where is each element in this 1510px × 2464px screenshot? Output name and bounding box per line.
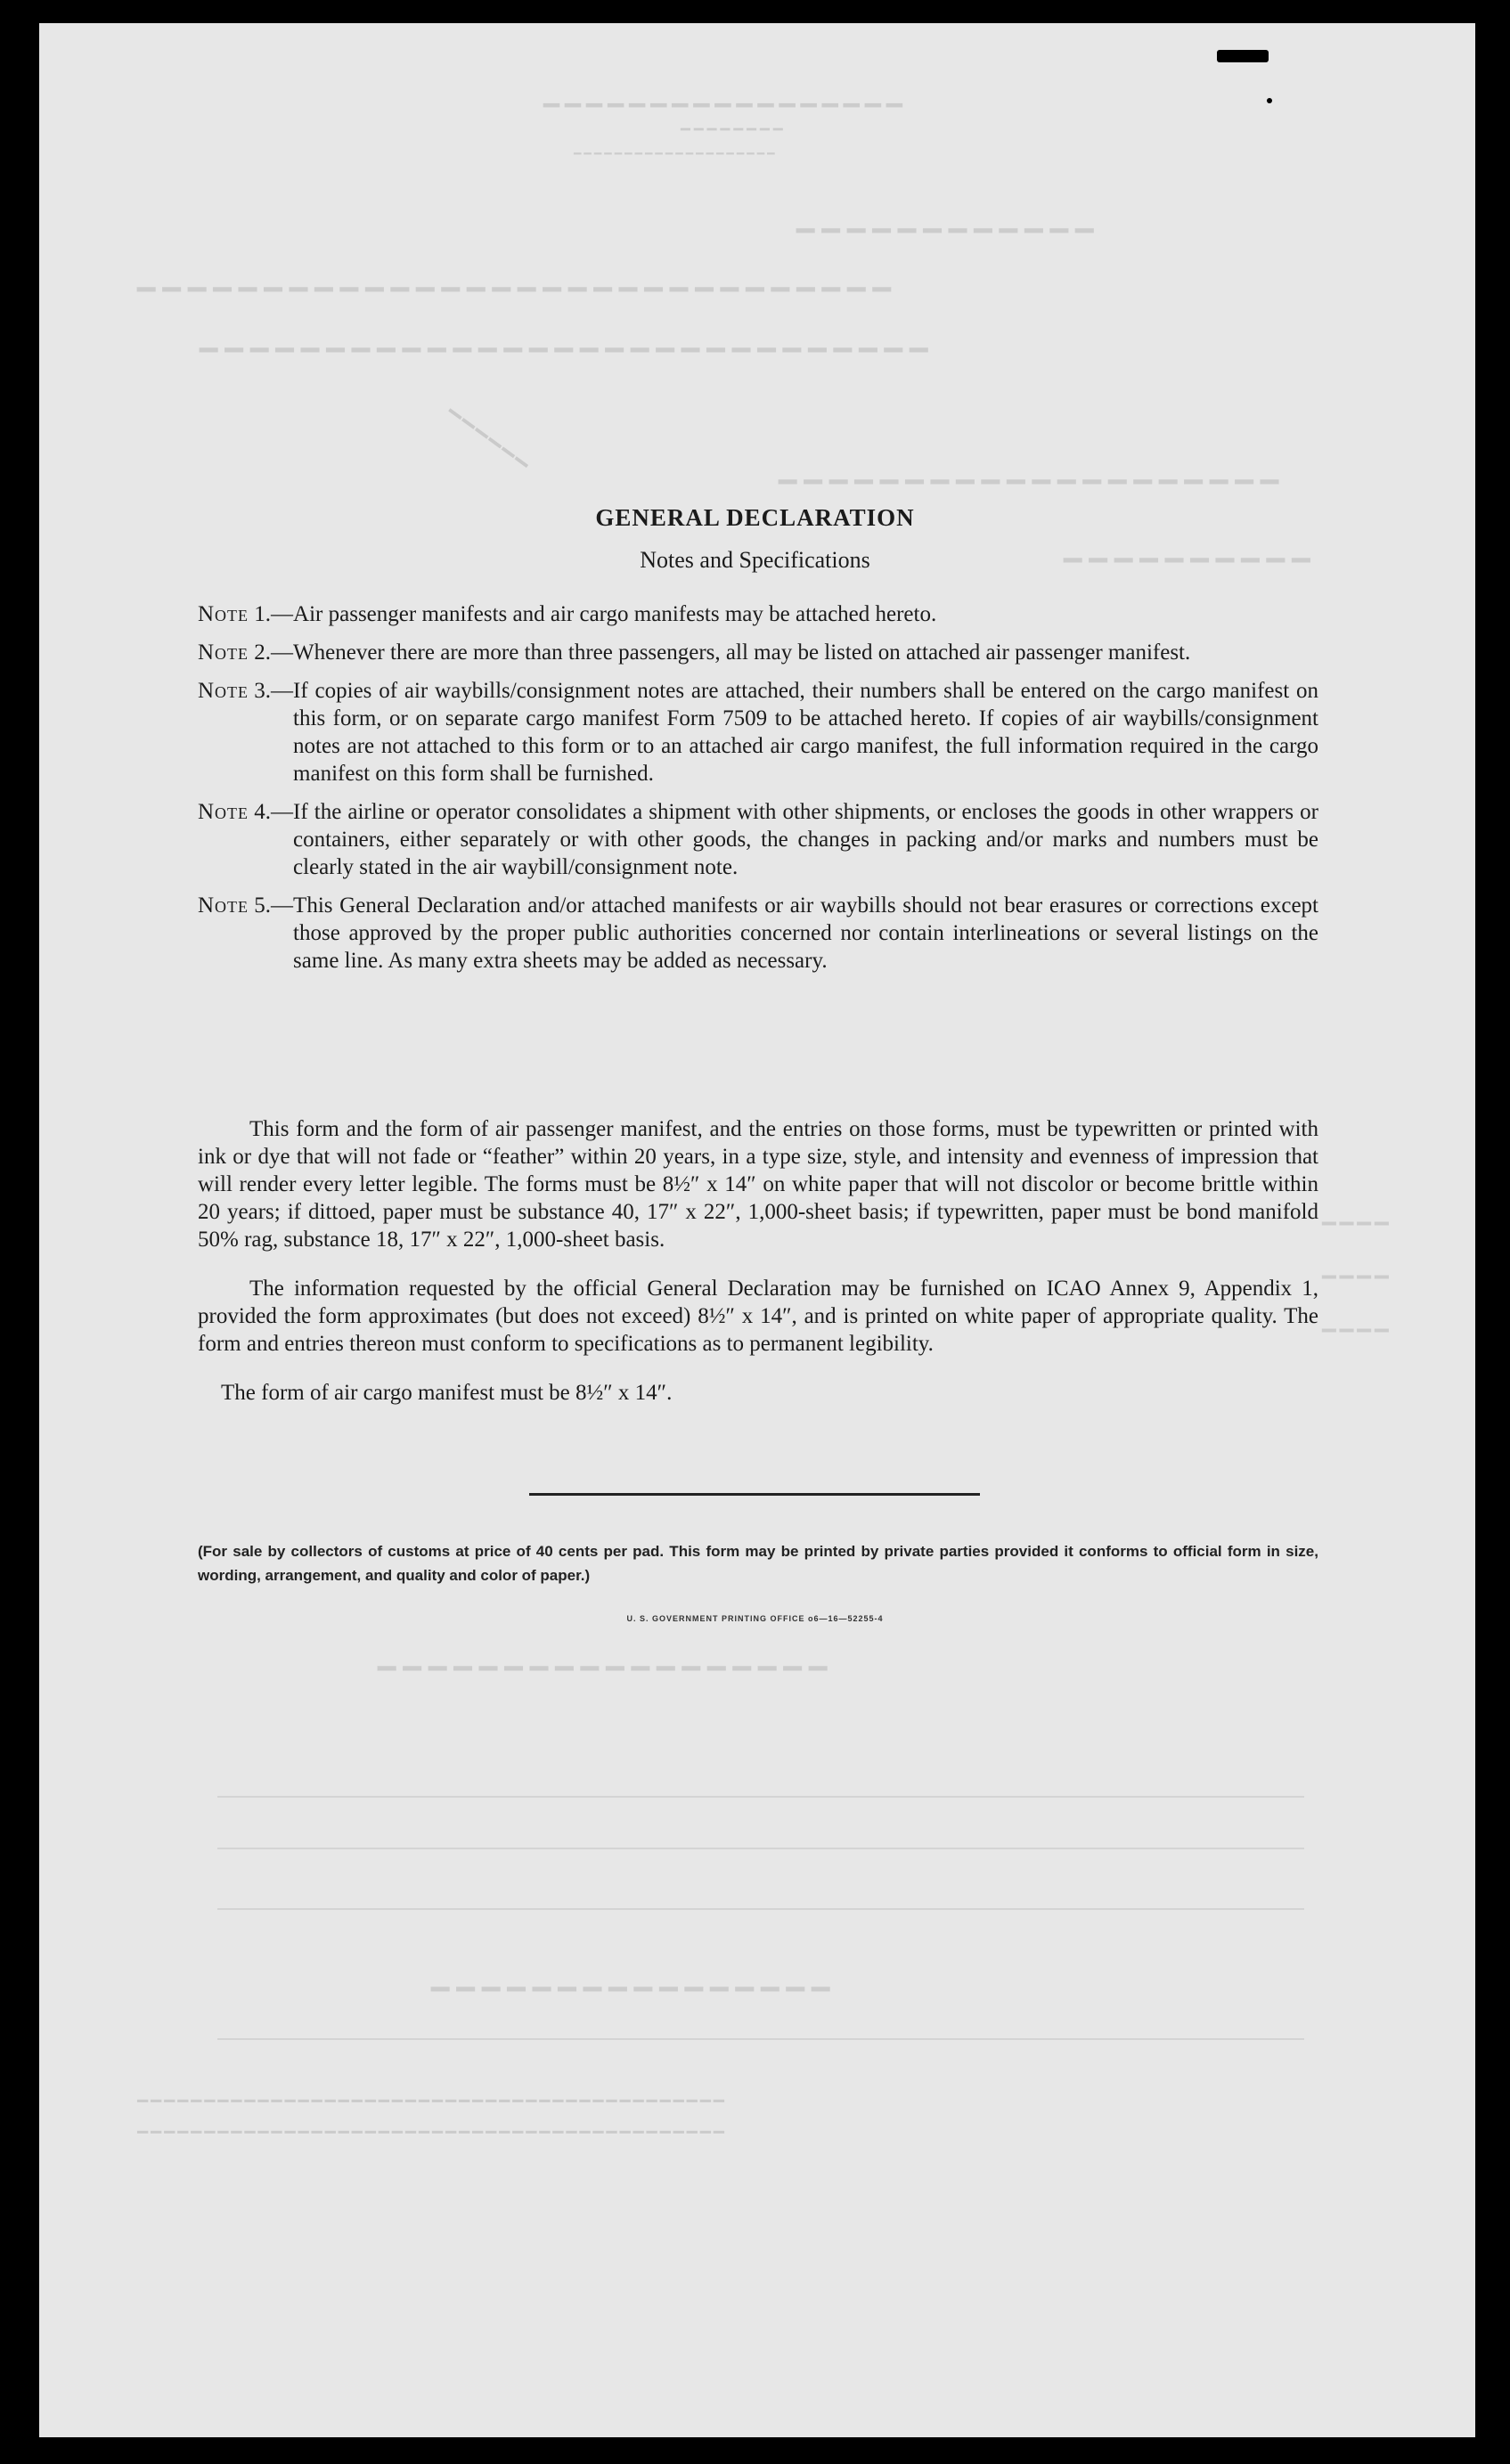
- punched-hole-mark: [1217, 50, 1269, 62]
- note-1: [198, 600, 1318, 628]
- bleed-through-line-1: ▁▁▁▁▁▁▁▁▁▁▁▁: [796, 201, 1101, 235]
- note-text: Air passenger manifests and air cargo manifests may be attached hereto.: [293, 602, 937, 626]
- bleed-through-bottom-2: ▁▁▁▁▁▁▁▁▁▁▁▁▁▁▁▁▁▁▁▁▁▁▁▁▁▁▁▁▁▁▁▁▁▁▁▁▁▁▁▁▁▁▁▁: [137, 2115, 727, 2135]
- note-text: If copies of air waybills/consignment notes are attached, their numbers shall be entered on the cargo manifest on this form, or on separate cargo manifest Form 7509 to be attached hereto. If copies of air waybills/consignment notes are not attached to this form or to an attached air cargo manifest, the full information required in the cargo manifest on this form shall be furnished.: [293, 679, 1318, 786]
- note-label: Note 3.—: [198, 679, 294, 703]
- bleed-through-mid: ▁▁▁▁▁▁▁▁▁▁▁▁▁▁▁▁▁▁: [378, 1639, 835, 1673]
- paragraph-icao-annex: The information requested by the official General Declaration may be furnished on ICAO Annex 9, Appendix 1, provided the form approximates (but does not exceed) 8½″ x 14″, and is printed on white paper of appropriate quality. The form and entries thereon must conform to specifications as to permanent legibility.: [198, 1277, 1318, 1356]
- note-text: If the airline or operator consolidates a shipment with other shipments, or encloses the goods in other wrappers or containers, either separately or with other goods, the changes in packing and/or marks and numbers must be clearly stated in the air waybill/consignment note.: [293, 800, 1318, 879]
- bleed-through-lower: ▁▁▁▁▁▁▁▁▁▁▁▁▁▁▁▁: [431, 1960, 837, 1994]
- bleed-through-rule-2: [217, 1848, 1304, 1849]
- note-text: Whenever there are more than three passengers, all may be listed on attached air passenger manifest.: [293, 640, 1191, 665]
- bleed-through-line-5: ▁▁▁▁▁▁▁▁▁▁: [1064, 531, 1318, 565]
- note-5: [198, 892, 1318, 975]
- bleed-through-right-2: ▁▁▁▁: [1322, 1253, 1392, 1280]
- bleed-through-line-3: ▁▁▁▁▁▁▁▁▁▁▁▁▁▁▁▁▁▁▁▁▁▁▁▁▁▁▁▁▁: [200, 321, 935, 355]
- note-label: Note 1.—: [198, 602, 294, 626]
- bleed-through-right-1: ▁▁▁▁: [1322, 1200, 1392, 1227]
- notes-list: [198, 600, 1318, 985]
- bleed-through-rule-4: [217, 2038, 1304, 2040]
- paragraph-cargo-manifest-size: The form of air cargo manifest must be 8½″ x 14″.: [221, 1381, 673, 1405]
- note-label: Note 2.—: [198, 640, 294, 665]
- bleed-through-rule-1: [217, 1796, 1304, 1798]
- note-3: [198, 677, 1318, 787]
- divider-rule: [529, 1493, 980, 1496]
- note-4: [198, 798, 1318, 881]
- bleed-through-right-3: ▁▁▁▁: [1322, 1307, 1392, 1334]
- bleed-through-bottom-1: ▁▁▁▁▁▁▁▁▁▁▁▁▁▁▁▁▁▁▁▁▁▁▁▁▁▁▁▁▁▁▁▁▁▁▁▁▁▁▁▁▁▁▁▁: [137, 2084, 727, 2104]
- paragraph-form-requirements: This form and the form of air passenger manifest, and the entries on those forms, must be typewritten or printed with ink or dye that will not fade or “feather” within 20 years, in a type size, style, and intensity and evenness of impression that will render every letter legible. The forms must be 8½″ x 14″ on white paper that will not discolor or become brittle within 20 years; if dittoed, paper must be substance 40, 17″ x 22″, 1,000-sheet basis; if typewritten, paper must be bond manifold 50% rag, substance 18, 17″ x 22″, 1,000-sheet basis.: [198, 1117, 1318, 1252]
- note-label: Note 5.—: [198, 893, 294, 918]
- note-label: Note 4.—: [198, 800, 294, 824]
- bleed-through-line-2: ▁▁▁▁▁▁▁▁▁▁▁▁▁▁▁▁▁▁▁▁▁▁▁▁▁▁▁▁▁▁: [137, 260, 899, 294]
- bleed-through-header-3: ▁▁▁▁▁▁▁▁▁▁▁▁▁▁▁▁▁▁▁▁: [574, 142, 778, 156]
- page-subtitle: Notes and Specifications: [640, 547, 870, 573]
- bleed-through-line-4: ▁▁▁▁▁▁▁▁▁▁▁▁▁▁▁▁▁▁▁▁: [779, 453, 1286, 486]
- sale-notice: (For sale by collectors of customs at price of 40 cents per pad. This form may be printed by private parties provided it conforms to official form in size, wording, arrangement, and quality and color of paper.): [198, 1543, 1318, 1584]
- specifications-body: [198, 1115, 1318, 1407]
- punched-hole-mark-small: [1267, 98, 1272, 103]
- printing-office-imprint: U. S. GOVERNMENT PRINTING OFFICE o6—16—52255-4: [626, 1614, 884, 1623]
- bleed-through-header: ▁▁▁▁▁▁▁▁▁▁▁▁▁▁▁▁▁: [538, 79, 903, 110]
- bleed-through-header-2: ▁▁▁▁▁▁▁▁: [681, 114, 787, 132]
- faint-stamp-mark: ▁▁▁▁▁▁: [448, 395, 540, 469]
- page-title: GENERAL DECLARATION: [595, 504, 915, 531]
- note-2: [198, 639, 1318, 666]
- bleed-through-rule-3: [217, 1908, 1304, 1910]
- note-text: This General Declaration and/or attached manifests or air waybills should not bear erasures or corrections except those approved by the proper public authorities concerned nor contain interlineations or several listings on the same line. As many extra sheets may be added as necessary.: [293, 893, 1318, 973]
